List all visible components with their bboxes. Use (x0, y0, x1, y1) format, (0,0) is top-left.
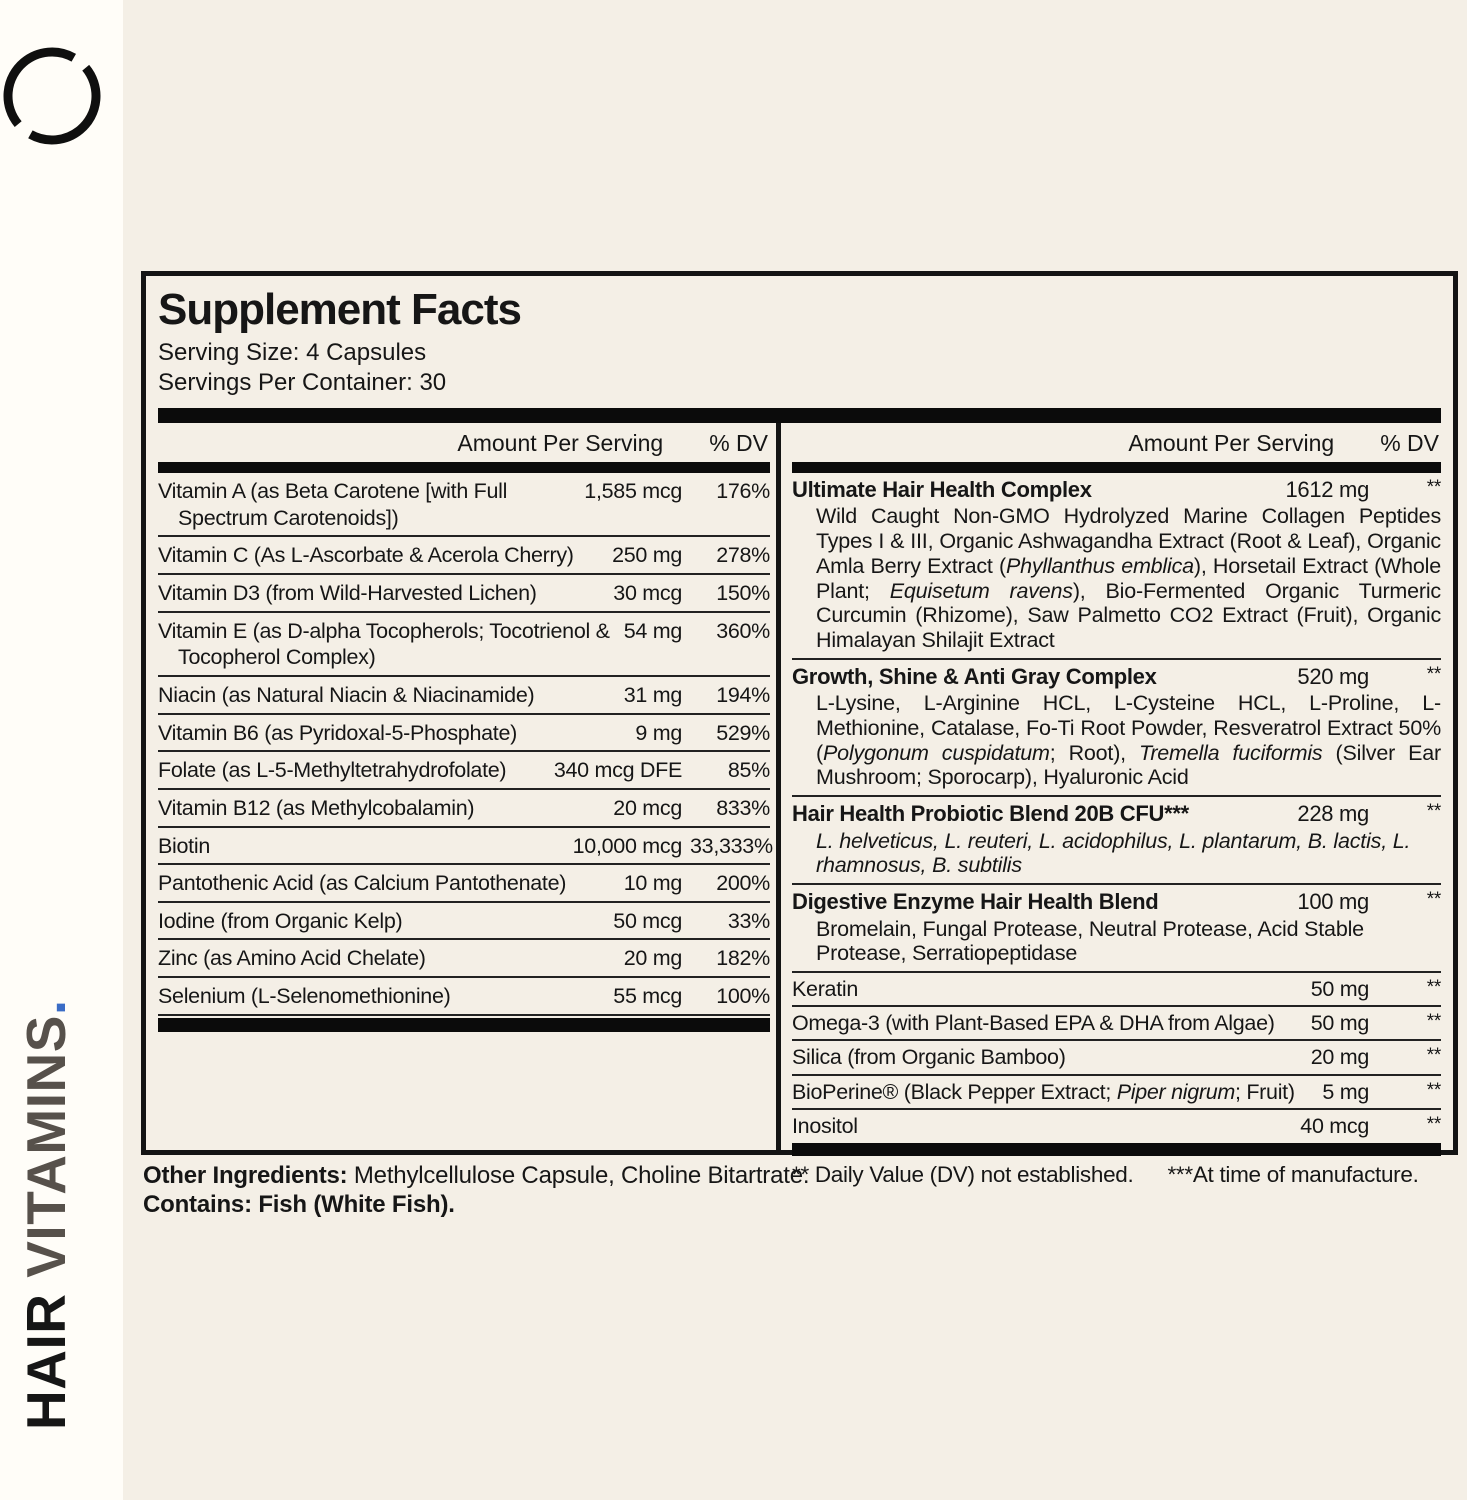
blend-amount: 1612 mg (1285, 476, 1369, 502)
nutrient-name: Biotin (158, 833, 210, 858)
blend-name: Digestive Enzyme Hair Health Blend (792, 889, 1159, 915)
table-row (158, 613, 770, 677)
nutrient-amount: 50 mg (1310, 977, 1369, 1002)
table-row (158, 865, 770, 903)
other-ingredients-label: Other Ingredients: (143, 1162, 348, 1189)
nutrient-dv: 529% (716, 720, 770, 745)
nutrient-dv: 194% (716, 682, 770, 707)
nutrient-amount: 20 mg (623, 946, 682, 971)
contains-line: Contains: Fish (White Fish). (143, 1191, 455, 1219)
nutrient-dv: 150% (716, 580, 770, 605)
footnote-manufacture: ***At time of manufacture. (1167, 1162, 1419, 1188)
nutrient-dv: 278% (716, 543, 770, 568)
nutrient-amount: 55 mcg (613, 984, 682, 1009)
bottom-notes (143, 1161, 809, 1220)
nutrient-amount: 30 mcg (613, 580, 682, 605)
table-row (158, 752, 770, 790)
footnote (792, 1156, 1441, 1194)
blend-dv: ** (1426, 476, 1441, 498)
dv-header: % DV (709, 429, 768, 456)
divider-bar (158, 408, 1441, 423)
blend-dv: ** (1426, 801, 1441, 823)
nutrient-name: Selenium (L-Selenomethionine) (158, 984, 451, 1009)
left-column-header (158, 423, 770, 462)
blend-row (792, 660, 1441, 797)
nutrient-dv: ** (1426, 1079, 1441, 1101)
nutrient-name: Pantothenic Acid (as Calcium Pantothenate) (158, 871, 567, 896)
table-row (792, 1076, 1441, 1110)
blend-ingredients: Bromelain, Fungal Protease, Neutral Protease, Acid Stable Protease, Serratiopeptidase (816, 916, 1364, 966)
divider-bar (792, 1143, 1441, 1156)
nutrient-dv: ** (1426, 1045, 1441, 1067)
nutrient-name: Iodine (from Organic Kelp) (158, 908, 403, 933)
table-row (158, 473, 770, 537)
table-row (792, 973, 1441, 1007)
dv-header: % DV (1380, 429, 1439, 456)
blend-dv: ** (1426, 663, 1441, 685)
nutrient-amount: 10 mg (623, 871, 682, 896)
nutrient-name: Silica (from Organic Bamboo) (792, 1045, 1066, 1070)
table-row (158, 828, 773, 866)
blend-amount: 520 mg (1297, 663, 1369, 689)
nutrient-amount: 340 mcg DFE (553, 758, 682, 783)
nutrient-name: Vitamin B12 (as Methylcobalamin) (158, 795, 475, 820)
left-column (158, 423, 773, 1150)
other-ingredients-line (143, 1161, 809, 1190)
nutrient-dv: 33% (727, 908, 770, 933)
nutrient-dv: 85% (727, 758, 770, 783)
brand-word-vitamins: VITAMINS (15, 1015, 77, 1294)
nutrient-name: Vitamin A (as Beta Carotene [with Full Spectrum Carotenoids]) (158, 478, 508, 530)
table-row (158, 790, 770, 828)
footnote-dv: ** Daily Value (DV) not established. (792, 1162, 1134, 1188)
nutrient-dv: 200% (716, 871, 770, 896)
brand-logo-icon (2, 46, 102, 146)
table-row (792, 1007, 1441, 1041)
nutrient-name: Vitamin D3 (from Wild-Harvested Lichen) (158, 580, 537, 605)
table-row (792, 1041, 1441, 1075)
nutrient-dv: ** (1426, 977, 1441, 999)
servings-per-container: Servings Per Container: 30 (158, 369, 447, 397)
nutrient-amount: 50 mg (1310, 1011, 1369, 1036)
nutrient-name: Zinc (as Amino Acid Chelate) (158, 946, 426, 971)
table-row (158, 575, 770, 613)
nutrient-dv: 100% (716, 984, 770, 1009)
nutrient-name: BioPerine® (Black Pepper Extract; Piper nigrum; Fruit) (792, 1079, 1295, 1104)
nutrient-dv: 176% (716, 478, 770, 503)
amount-header: Amount Per Serving (457, 429, 664, 456)
nutrient-name: Vitamin E (as D-alpha Tocopherols; Tocotrienol & Tocopherol Complex) (158, 618, 610, 670)
nutrient-name: Niacin (as Natural Niacin & Niacinamide) (158, 682, 535, 707)
nutrient-amount: 1,585 mcg (584, 478, 682, 503)
nutrient-name: Folate (as L-5-Methyltetrahydrofolate) (158, 758, 507, 783)
nutrient-name: Vitamin C (As L-Ascorbate & Acerola Cherry) (158, 543, 574, 568)
nutrient-dv: ** (1426, 1011, 1441, 1033)
blend-name: Hair Health Probiotic Blend 20B CFU*** (792, 801, 1189, 827)
blend-ingredients: L-Lysine, L-Arginine HCL, L-Cysteine HCL, L-Proline, L-Methionine, Catalase, Fo-Ti Root Powder, Resveratrol Extract 50% (Polygonum cuspidatum; Root), Tremella fuciformis (Silver Ear Mushroom; Sporocarp), Hyaluronic Acid (816, 691, 1441, 790)
nutrient-amount: 9 mg (635, 720, 682, 745)
table-row (158, 677, 770, 715)
right-column (781, 423, 1441, 1188)
nutrient-name: Inositol (792, 1113, 858, 1138)
nutrient-amount: 5 mg (1322, 1079, 1369, 1104)
nutrient-amount: 50 mcg (613, 908, 682, 933)
blend-row (792, 885, 1441, 973)
right-column-header (792, 423, 1441, 462)
nutrient-amount: 54 mg (623, 618, 682, 643)
nutrient-dv: ** (1426, 1113, 1441, 1135)
vertical-brand-text (14, 999, 78, 1430)
other-ingredients-value: Methylcellulose Capsule, Choline Bitartrate. (347, 1162, 810, 1189)
nutrient-dv: 360% (716, 618, 770, 643)
nutrient-name: Keratin (792, 977, 859, 1002)
nutrient-dv: 33,333% (690, 833, 773, 858)
amount-header: Amount Per Serving (1128, 429, 1335, 456)
brand-word-hair: HAIR (15, 1293, 77, 1430)
blend-amount: 100 mg (1297, 889, 1369, 915)
nutrient-amount: 250 mg (612, 543, 682, 568)
divider-bar (158, 1018, 770, 1032)
nutrient-dv: 833% (716, 795, 770, 820)
table-row (158, 715, 770, 753)
panel-title: Supplement Facts (158, 285, 521, 334)
blend-row (792, 797, 1441, 885)
nutrient-amount: 20 mg (1310, 1045, 1369, 1070)
blend-row (792, 473, 1441, 660)
blend-name: Growth, Shine & Anti Gray Complex (792, 663, 1157, 689)
nutrient-name: Vitamin B6 (as Pyridoxal-5-Phosphate) (158, 720, 517, 745)
nutrient-amount: 10,000 mcg (572, 833, 682, 858)
blend-ingredients: L. helveticus, L. reuteri, L. acidophilus, L. plantarum, B. lactis, L. rhamnosus, B. subtilis (816, 828, 1411, 878)
divider-bar (792, 462, 1441, 473)
nutrient-amount: 20 mcg (613, 795, 682, 820)
nutrient-amount: 31 mg (623, 682, 682, 707)
brand-dot: . (15, 999, 77, 1016)
serving-size: Serving Size: 4 Capsules (158, 338, 427, 366)
table-row (792, 1110, 1441, 1142)
blend-ingredients: Wild Caught Non-GMO Hydrolyzed Marine Collagen Peptides Types I & III, Organic Ashwagandha Extract (Root & Leaf), Organic Amla Berry Extract (Phyllanthus emblica), Horsetail Extract (Whole Plant; Equisetum ravens), Bio-Fermented Organic Turmeric Curcumin (Rhizome), Saw Palmetto CO2 Extract (Fruit), Organic Himalayan Shilajit Extract (816, 504, 1441, 653)
table-row (158, 537, 770, 575)
blend-dv: ** (1426, 889, 1441, 911)
nutrient-dv: 182% (716, 946, 770, 971)
table-row (158, 978, 770, 1016)
nutrient-name: Omega-3 (with Plant-Based EPA & DHA from Algae) (792, 1011, 1275, 1036)
nutrient-amount: 40 mcg (1300, 1113, 1369, 1138)
blend-name: Ultimate Hair Health Complex (792, 476, 1092, 502)
table-row (158, 903, 770, 941)
blend-amount: 228 mg (1297, 801, 1369, 827)
table-row (158, 940, 770, 978)
divider-bar (158, 462, 770, 473)
